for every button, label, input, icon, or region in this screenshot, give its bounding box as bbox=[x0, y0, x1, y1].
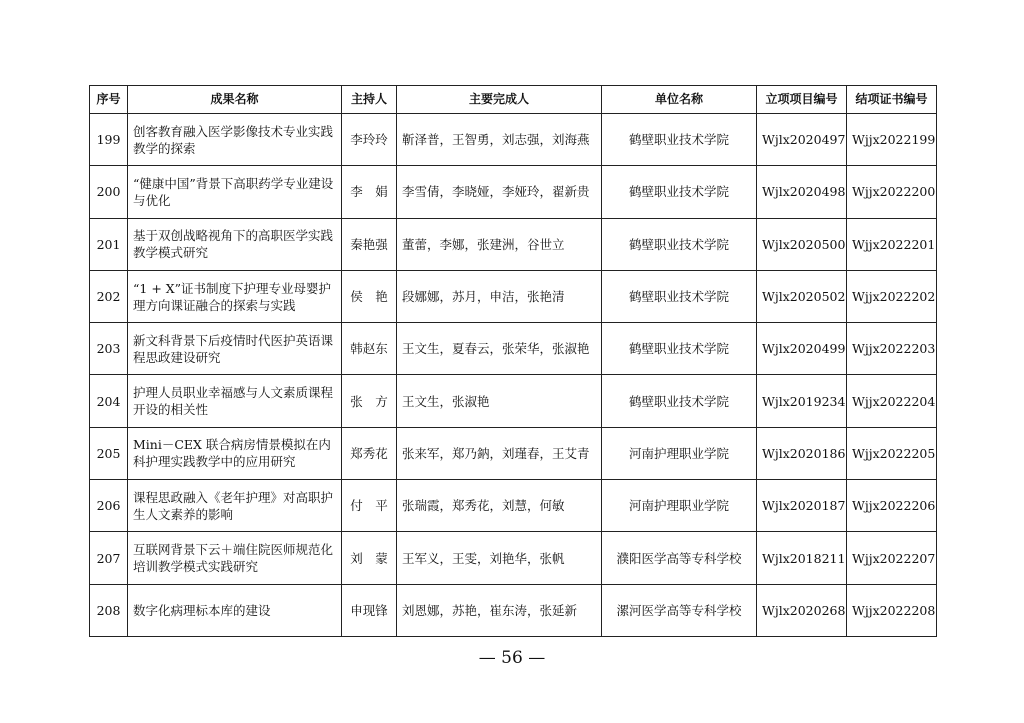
cell-unit: 鹤壁职业技术学院 bbox=[602, 375, 757, 427]
cell-cert-id: Wjjx2022207 bbox=[847, 532, 937, 584]
table-row bbox=[90, 584, 937, 636]
cell-cert-id: Wjjx2022199 bbox=[847, 114, 937, 166]
cell-project-id: Wjlx2020499 bbox=[757, 323, 847, 375]
cell-index: 200 bbox=[90, 166, 128, 218]
cell-title: “1 + X”证书制度下护理专业母婴护理方向课证融合的探索与实践 bbox=[128, 270, 342, 322]
header-unit: 单位名称 bbox=[602, 86, 757, 114]
cell-members: 王文生，夏春云，张荣华，张淑艳 bbox=[397, 323, 602, 375]
cell-members: 刘恩娜，苏艳，崔东涛，张延新 bbox=[397, 584, 602, 636]
table-row bbox=[90, 323, 937, 375]
cell-members: 董蕾，李娜，张建洲，谷世立 bbox=[397, 218, 602, 270]
cell-project-id: Wjlx2020502 bbox=[757, 270, 847, 322]
cell-title: Mini－CEX 联合病房情景模拟在内科护理实践教学中的应用研究 bbox=[128, 427, 342, 479]
cell-index: 208 bbox=[90, 584, 128, 636]
cell-members: 靳泽普，王智勇，刘志强，刘海燕 bbox=[397, 114, 602, 166]
table-row bbox=[90, 114, 937, 166]
cell-index: 204 bbox=[90, 375, 128, 427]
cell-host: 李 娟 bbox=[342, 166, 397, 218]
cell-unit: 鹤壁职业技术学院 bbox=[602, 218, 757, 270]
cell-project-id: Wjlx2020268 bbox=[757, 584, 847, 636]
table-row bbox=[90, 532, 937, 584]
cell-title: 护理人员职业幸福感与人文素质课程开设的相关性 bbox=[128, 375, 342, 427]
cell-cert-id: Wjjx2022201 bbox=[847, 218, 937, 270]
cell-members: 段娜娜，苏月，申洁，张艳清 bbox=[397, 270, 602, 322]
results-table bbox=[89, 85, 937, 637]
cell-cert-id: Wjjx2022200 bbox=[847, 166, 937, 218]
table-row bbox=[90, 218, 937, 270]
cell-host: 刘 蒙 bbox=[342, 532, 397, 584]
cell-cert-id: Wjjx2022205 bbox=[847, 427, 937, 479]
cell-unit: 河南护理职业学院 bbox=[602, 427, 757, 479]
cell-index: 207 bbox=[90, 532, 128, 584]
cell-title: 新文科背景下后疫情时代医护英语课程思政建设研究 bbox=[128, 323, 342, 375]
cell-title: 创客教育融入医学影像技术专业实践教学的探索 bbox=[128, 114, 342, 166]
cell-project-id: Wjlx2020497 bbox=[757, 114, 847, 166]
header-host: 主持人 bbox=[342, 86, 397, 114]
cell-project-id: Wjlx2019234 bbox=[757, 375, 847, 427]
cell-members: 王文生，张淑艳 bbox=[397, 375, 602, 427]
cell-unit: 鹤壁职业技术学院 bbox=[602, 323, 757, 375]
cell-host: 张 方 bbox=[342, 375, 397, 427]
page-number: — 56 — bbox=[478, 648, 546, 668]
table-row bbox=[90, 375, 937, 427]
cell-members: 李雪倩，李晓娅，李娅玲，翟新贵 bbox=[397, 166, 602, 218]
table-row bbox=[90, 166, 937, 218]
cell-unit: 漯河医学高等专科学校 bbox=[602, 584, 757, 636]
cell-project-id: Wjlx2020187 bbox=[757, 480, 847, 532]
header-members: 主要完成人 bbox=[397, 86, 602, 114]
cell-members: 张来军，郑乃鈉，刘瑾春，王艾青 bbox=[397, 427, 602, 479]
cell-host: 申现锋 bbox=[342, 584, 397, 636]
cell-title: 互联网背景下云＋端住院医师规范化培训教学模式实践研究 bbox=[128, 532, 342, 584]
cell-cert-id: Wjjx2022203 bbox=[847, 323, 937, 375]
cell-host: 李玲玲 bbox=[342, 114, 397, 166]
cell-cert-id: Wjjx2022208 bbox=[847, 584, 937, 636]
cell-title: 基于双创战略视角下的高职医学实践教学模式研究 bbox=[128, 218, 342, 270]
table-row bbox=[90, 427, 937, 479]
cell-unit: 鹤壁职业技术学院 bbox=[602, 114, 757, 166]
cell-title: 课程思政融入《老年护理》对高职护生人文素养的影响 bbox=[128, 480, 342, 532]
cell-title: 数字化病理标本库的建设 bbox=[128, 584, 342, 636]
cell-project-id: Wjlx2020498 bbox=[757, 166, 847, 218]
cell-unit: 鹤壁职业技术学院 bbox=[602, 270, 757, 322]
cell-cert-id: Wjjx2022202 bbox=[847, 270, 937, 322]
cell-members: 张瑞霞，郑秀花，刘慧，何敏 bbox=[397, 480, 602, 532]
cell-cert-id: Wjjx2022204 bbox=[847, 375, 937, 427]
cell-index: 206 bbox=[90, 480, 128, 532]
cell-host: 秦艳强 bbox=[342, 218, 397, 270]
cell-index: 199 bbox=[90, 114, 128, 166]
cell-index: 201 bbox=[90, 218, 128, 270]
cell-index: 205 bbox=[90, 427, 128, 479]
header-index: 序号 bbox=[90, 86, 128, 114]
cell-unit: 濮阳医学高等专科学校 bbox=[602, 532, 757, 584]
cell-unit: 鹤壁职业技术学院 bbox=[602, 166, 757, 218]
cell-project-id: Wjlx2018211 bbox=[757, 532, 847, 584]
header-cert-id: 结项证书编号 bbox=[847, 86, 937, 114]
cell-host: 侯 艳 bbox=[342, 270, 397, 322]
cell-index: 203 bbox=[90, 323, 128, 375]
cell-title: “健康中国”背景下高职药学专业建设与优化 bbox=[128, 166, 342, 218]
cell-unit: 河南护理职业学院 bbox=[602, 480, 757, 532]
cell-host: 付 平 bbox=[342, 480, 397, 532]
cell-project-id: Wjlx2020186 bbox=[757, 427, 847, 479]
cell-index: 202 bbox=[90, 270, 128, 322]
cell-host: 韩赵东 bbox=[342, 323, 397, 375]
cell-cert-id: Wjjx2022206 bbox=[847, 480, 937, 532]
table-header-row bbox=[90, 86, 937, 114]
cell-host: 郑秀花 bbox=[342, 427, 397, 479]
cell-members: 王军义，王雯，刘艳华，张帆 bbox=[397, 532, 602, 584]
header-title: 成果名称 bbox=[128, 86, 342, 114]
cell-project-id: Wjlx2020500 bbox=[757, 218, 847, 270]
header-project-id: 立项项目编号 bbox=[757, 86, 847, 114]
table-row bbox=[90, 480, 937, 532]
table-row bbox=[90, 270, 937, 322]
